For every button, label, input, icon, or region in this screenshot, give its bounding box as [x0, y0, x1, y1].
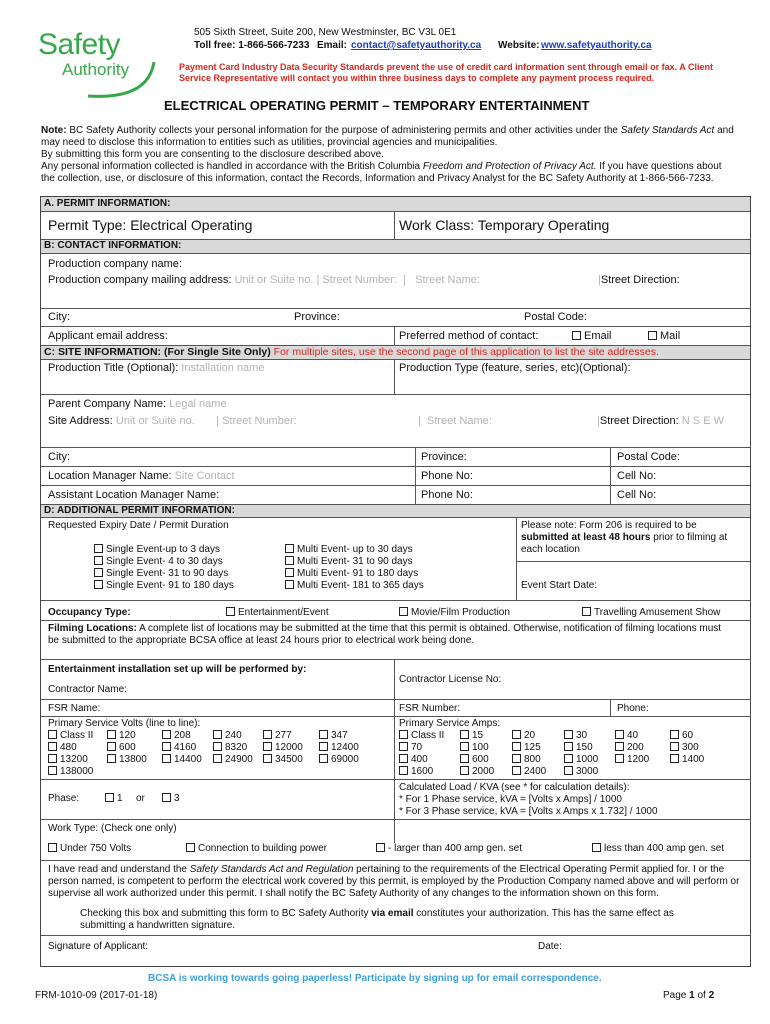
form206-note-line1: Please note: Form 206 is required to be: [521, 520, 697, 531]
volts-480-checkbox[interactable]: 480: [48, 742, 77, 753]
email-link[interactable]: contact@safetyauthority.ca: [351, 40, 482, 51]
volts-120-checkbox[interactable]: 120: [107, 730, 136, 741]
address: 505 Sixth Street, Suite 200, New Westminster, BC V3L 0E1: [194, 27, 457, 38]
site-street-direction-field[interactable]: |Street Direction: N S E W: [597, 415, 724, 427]
amps-100-checkbox[interactable]: 100: [460, 742, 489, 753]
logo-word-authority: Authority: [62, 60, 130, 79]
volts-277-checkbox[interactable]: 277: [263, 730, 292, 741]
tollfree: Toll free: 1-866-566-7233: [194, 40, 310, 51]
site-address-label: Site Address:: [48, 415, 113, 427]
note-text-1c: and: [714, 125, 734, 136]
amps-2400-checkbox[interactable]: 2400: [512, 766, 546, 777]
mailing-unit-field[interactable]: Unit or Suite no.: [234, 274, 314, 286]
load-formula-3-phase: * For 3 Phase service, kVA = [Volts x Amps x 1.732] / 1000: [399, 806, 658, 817]
site-unit-field[interactable]: Unit or Suite no.: [115, 415, 195, 427]
fsr-number-field[interactable]: FSR Number:: [399, 703, 461, 714]
load-formula-1-phase: * For 1 Phase service, kVA = [Volts x Amps] / 1000: [399, 794, 622, 805]
parent-company-label: Parent Company Name:: [48, 398, 166, 410]
contact-email-checkbox[interactable]: Email: [572, 330, 612, 342]
work-large-genset-checkbox[interactable]: - larger than 400 amp gen. set: [376, 843, 522, 854]
assistant-manager-cell-field[interactable]: Cell No:: [617, 489, 657, 501]
section-c-heading: C: SITE INFORMATION: (For Single Site Only) For multiple sites, use the second page of this application to list the site addresses.: [44, 346, 659, 358]
multi-event-30-checkbox[interactable]: Multi Event- up to 30 days: [285, 544, 413, 555]
production-title-label: Production Title (Optional):: [48, 362, 179, 374]
mailing-street-name-field[interactable]: Street Name:: [415, 274, 480, 286]
amps-20-checkbox[interactable]: 20: [512, 730, 535, 741]
amps-800-checkbox[interactable]: 800: [512, 754, 541, 765]
email-authorization-checkbox[interactable]: [48, 909, 58, 919]
mailing-street-direction-field[interactable]: |Street Direction:: [598, 274, 680, 286]
phase-3-checkbox[interactable]: 3: [162, 793, 180, 804]
site-postal-code-field[interactable]: Postal Code:: [617, 451, 680, 463]
assistant-manager-field[interactable]: Assistant Location Manager Name:: [48, 489, 220, 501]
phase-or-text: or: [136, 793, 145, 804]
work-class: Work Class: Temporary Operating: [399, 217, 610, 233]
volts-600-checkbox[interactable]: 600: [107, 742, 136, 753]
email-authorization-line1: Checking this box and submitting this form to BC Safety Authority via email constitutes your authorization. This has the same effect as: [80, 908, 674, 919]
page-title: ELECTRICAL OPERATING PERMIT – TEMPORARY ENTERTAINMENT: [164, 98, 590, 113]
amps-15-checkbox[interactable]: 15: [460, 730, 483, 741]
website-label: Website:: [498, 40, 540, 51]
volts-13800-checkbox[interactable]: 13800: [107, 754, 147, 765]
amps-300-checkbox[interactable]: 300: [670, 742, 699, 753]
location-manager-field[interactable]: Site Contact: [174, 470, 235, 482]
contractor-license-field[interactable]: Contractor License No:: [399, 674, 502, 685]
phase-1-checkbox[interactable]: 1: [105, 793, 123, 804]
calculated-load-label[interactable]: Calculated Load / KVA (see * for calculation details):: [399, 782, 630, 793]
page-indicator: Page 1 of 2: [663, 990, 715, 1001]
form206-note-line3: each location: [521, 544, 580, 555]
section-b-heading: B: CONTACT INFORMATION:: [44, 240, 182, 251]
signature-field[interactable]: Signature of Applicant:: [48, 941, 149, 952]
volts-4160-checkbox[interactable]: 4160: [162, 742, 196, 753]
contact-mail-checkbox[interactable]: Mail: [648, 330, 680, 342]
contractor-name-field[interactable]: Contractor Name:: [48, 684, 127, 695]
amps-40-checkbox[interactable]: 40: [615, 730, 638, 741]
site-street-number-field[interactable]: Street Number:: [222, 415, 297, 427]
multi-event-31-90-checkbox[interactable]: Multi Event- 31 to 90 days: [285, 556, 413, 567]
filming-locations-line2: be submitted to the appropriate BCSA office at least 24 hours prior to electrical work being done.: [48, 635, 475, 646]
section-a-heading: A. PERMIT INFORMATION:: [44, 198, 171, 209]
note-text-4a: Any personal information collected is handled in accordance with the British Columbia: [41, 161, 423, 172]
site-address-row: Site Address: Unit or Suite no. | Street Number:: [48, 415, 297, 427]
volts-240-checkbox[interactable]: 240: [213, 730, 242, 741]
section-d-heading: D: ADDITIONAL PERMIT INFORMATION:: [44, 505, 235, 516]
occupancy-type-label: Occupancy Type:: [48, 607, 131, 618]
production-title-row: [48, 362, 264, 374]
volts-34500-checkbox[interactable]: 34500: [263, 754, 303, 765]
occupancy-amusement-checkbox[interactable]: Travelling Amusement Show: [582, 607, 720, 618]
note-text-4c: If you have questions about: [596, 161, 722, 172]
privacy-note-line3: By submitting this form you are consenting to the disclosure described above.: [41, 149, 384, 160]
primary-volts-label: Primary Service Volts (line to line):: [48, 718, 201, 729]
location-manager-phone-field[interactable]: Phone No:: [421, 470, 473, 482]
amps-400-checkbox[interactable]: 400: [399, 754, 428, 765]
amps-70-checkbox[interactable]: 70: [399, 742, 422, 753]
amps-60-checkbox[interactable]: 60: [670, 730, 693, 741]
site-city-field[interactable]: City:: [48, 451, 70, 463]
fsr-phone-field[interactable]: Phone:: [617, 703, 649, 714]
logo-word-safety: Safety: [38, 28, 121, 61]
privacy-note-line2: may need to disclose this information to entities such as utilities, provincial agencies and municipalities.: [41, 137, 498, 148]
single-event-31-90-checkbox[interactable]: Single Event- 31 to 90 days: [94, 568, 228, 579]
pci-notice-line1: Payment Card Industry Data Security Standards prevent the use of credit card information sent through email or fax. A Client: [179, 62, 713, 72]
amps-class-ii-checkbox[interactable]: Class II: [399, 730, 444, 741]
single-event-4-30-checkbox[interactable]: Single Event- 4 to 30 days: [94, 556, 223, 567]
multi-event-91-180-checkbox[interactable]: Multi Event- 91 to 180 days: [285, 568, 418, 579]
phase-label: Phase:: [48, 793, 80, 804]
single-event-3-days-checkbox[interactable]: Single Event-up to 3 days: [94, 544, 220, 555]
amps-200-checkbox[interactable]: 200: [615, 742, 644, 753]
email-label: Email:: [317, 40, 348, 51]
website-link[interactable]: www.safetyauthority.ca: [541, 40, 652, 51]
mailing-street-number-field[interactable]: Street Number:: [322, 274, 397, 286]
volts-class-ii-checkbox[interactable]: Class II: [48, 730, 93, 741]
primary-amps-label: Primary Service Amps:: [399, 718, 501, 729]
note-text-1b: Safety Standards Act: [620, 125, 715, 136]
volts-347-checkbox[interactable]: 347: [319, 730, 348, 741]
contact-city-field[interactable]: City:: [48, 311, 70, 323]
volts-13200-checkbox[interactable]: 13200: [48, 754, 88, 765]
production-title-field[interactable]: Installation name: [181, 362, 265, 374]
mailing-address-label: Production company mailing address:: [48, 274, 232, 286]
date-field[interactable]: Date:: [538, 941, 562, 952]
work-under-750v-checkbox[interactable]: Under 750 Volts: [48, 843, 131, 854]
filming-locations-line1: Filming Locations: A complete list of locations may be submitted at the time that this permit is obtained. Otherwise, notification of filming locations must: [48, 623, 722, 634]
amps-30-checkbox[interactable]: 30: [564, 730, 587, 741]
applicant-email-field[interactable]: Applicant email address:: [48, 330, 168, 342]
amps-1200-checkbox[interactable]: 1200: [615, 754, 649, 765]
declaration-line2: person named, is competent to perform the electrical work covered by this permit, is employed by the Production Company named above and will perform or: [48, 876, 740, 887]
preferred-contact-label: Preferred method of contact:: [399, 330, 539, 342]
fsr-name-field[interactable]: FSR Name:: [48, 703, 101, 714]
pci-notice-line2: Service Representative will contact you within three business days to complete any payment process required.: [179, 73, 655, 83]
privacy-note-line5: the collection, use, or disclosure of this information, contact the Records, Information and Privacy Analyst for the BC Safety Authority at 1-866-566-7233.: [41, 173, 714, 184]
amps-1000-checkbox[interactable]: 1000: [564, 754, 598, 765]
work-type-label: Work Type: (Check one only): [48, 823, 177, 834]
production-type-field[interactable]: Production Type (feature, series, etc)(Optional):: [399, 362, 631, 374]
amps-1600-checkbox[interactable]: 1600: [399, 766, 433, 777]
declaration-line1: I have read and understand the Safety Standards Act and Regulation pertaining to the requirements of the Electrical Operating Permit applied for. I or the: [48, 864, 725, 875]
install-performed-by-label: Entertainment installation set up will be performed by:: [48, 664, 307, 675]
location-manager-row: [48, 470, 235, 482]
amps-600-checkbox[interactable]: 600: [460, 754, 489, 765]
paperless-notice: BCSA is working towards going paperless! Participate by signing up for email correspondence.: [148, 973, 602, 984]
form-number: FRM-1010-09 (2017-01-18): [35, 990, 158, 1001]
privacy-note-line1: [41, 125, 734, 136]
site-street-name-field[interactable]: | Street Name:: [418, 415, 492, 427]
location-manager-cell-field[interactable]: Cell No:: [617, 470, 657, 482]
volts-8320-checkbox[interactable]: 8320: [213, 742, 247, 753]
form206-note-line2: submitted at least 48 hours prior to filming at: [521, 532, 728, 543]
expiry-label: Requested Expiry Date / Permit Duration: [48, 520, 229, 531]
note-text-4b: Freedom and Protection of Privacy Act.: [422, 161, 597, 172]
amps-3000-checkbox[interactable]: 3000: [564, 766, 598, 777]
note-label: Note:: [41, 125, 67, 136]
occupancy-movie-checkbox[interactable]: Movie/Film Production: [399, 607, 510, 618]
note-text-1a: BC Safety Authority collects your personal information for the purpose of administering permits and other activities under the: [66, 125, 621, 136]
location-manager-label: Location Manager Name:: [48, 470, 172, 482]
volts-24900-checkbox[interactable]: 24900: [213, 754, 253, 765]
logo: [36, 26, 160, 98]
volts-69000-checkbox[interactable]: 69000: [319, 754, 359, 765]
work-small-genset-checkbox[interactable]: less than 400 amp gen. set: [592, 843, 724, 854]
single-event-91-180-checkbox[interactable]: Single Event- 91 to 180 days: [94, 580, 234, 591]
permit-type: Permit Type: Electrical Operating: [48, 217, 253, 233]
amps-2000-checkbox[interactable]: 2000: [460, 766, 494, 777]
parent-company-row: [48, 398, 227, 410]
occupancy-entertainment-checkbox[interactable]: Entertainment/Event: [226, 607, 329, 618]
amps-150-checkbox[interactable]: 150: [564, 742, 593, 753]
site-province-field[interactable]: Province:: [421, 451, 467, 463]
volts-12000-checkbox[interactable]: 12000: [263, 742, 303, 753]
mailing-address-row: Production company mailing address: Unit or Suite no. | Street Number: | Street Name:: [48, 274, 480, 286]
volts-208-checkbox[interactable]: 208: [162, 730, 191, 741]
declaration-line3: supervise all work authorized under this permit. I shall notify the BC Safety Authority of any changes to the information shown on this form.: [48, 888, 659, 899]
volts-14400-checkbox[interactable]: 14400: [162, 754, 202, 765]
amps-1400-checkbox[interactable]: 1400: [670, 754, 704, 765]
volts-138000-checkbox[interactable]: 138000: [48, 766, 93, 777]
assistant-manager-phone-field[interactable]: Phone No:: [421, 489, 473, 501]
contact-province-field[interactable]: Province:: [294, 311, 340, 323]
work-building-power-checkbox[interactable]: Connection to building power: [186, 843, 327, 854]
parent-company-field[interactable]: Legal name: [169, 398, 227, 410]
contact-postal-code-field[interactable]: Postal Code:: [524, 311, 587, 323]
volts-12400-checkbox[interactable]: 12400: [319, 742, 359, 753]
email-authorization-line2: submitting a handwritten signature.: [80, 920, 236, 931]
production-company-name-label: Production company name:: [48, 258, 182, 270]
section-c-multi-site-note: For multiple sites, use the second page of this application to list the site addresses.: [270, 346, 659, 358]
privacy-note-line4: [41, 161, 722, 172]
event-start-date-field[interactable]: Event Start Date:: [521, 580, 598, 591]
amps-125-checkbox[interactable]: 125: [512, 742, 541, 753]
multi-event-181-365-checkbox[interactable]: Multi Event- 181 to 365 days: [285, 580, 424, 591]
